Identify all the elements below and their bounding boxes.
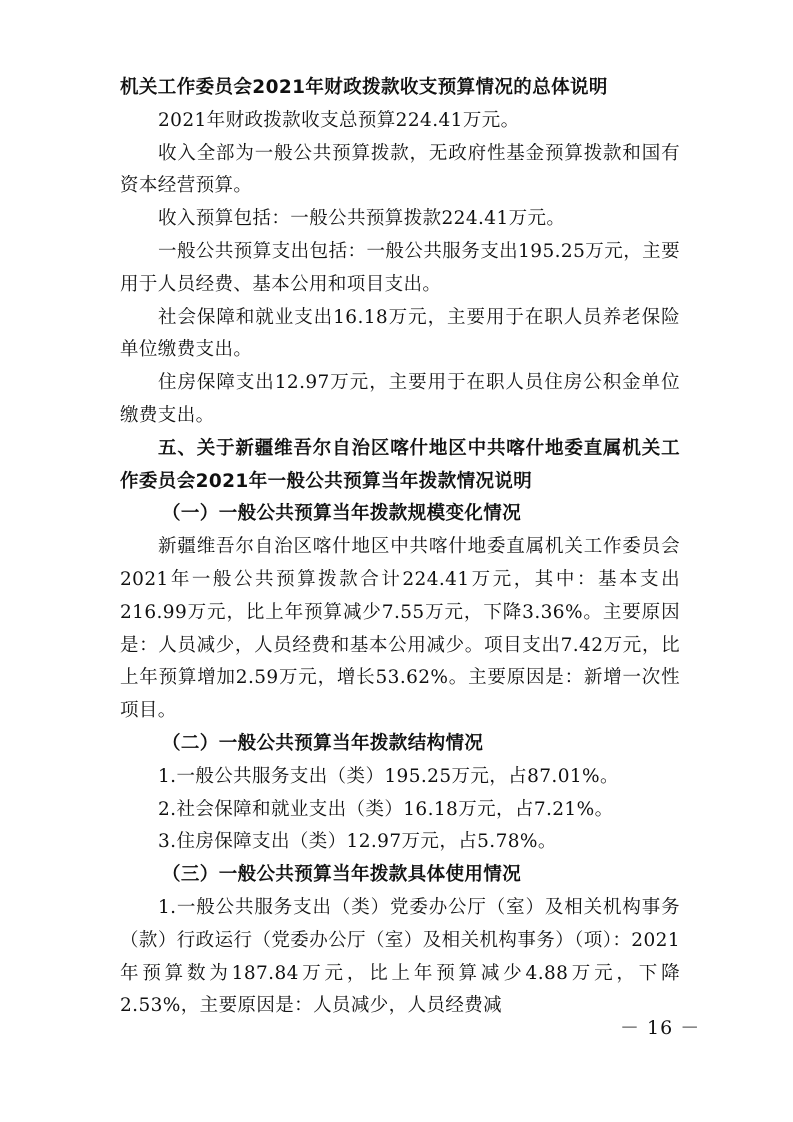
section-heading-continued: 机关工作委员会2021年财政拨款收支预算情况的总体说明 — [120, 77, 608, 98]
document-body — [120, 72, 680, 1023]
subheading-scale-change: （一）一般公共预算当年拨款规模变化情况 — [162, 503, 522, 525]
list-item-general-service: 1.一般公共服务支出（类）195.25万元，占87.01%。 — [158, 765, 619, 787]
paragraph-scale-change: 新疆维吾尔自治区喀什地区中共喀什地委直属机关工作委员会2021年一般公共预算拨款合计224.41万元，其中：基本支出216.99万元，比上年预算减少7.55万元，下降3.36%。主要原因是：人员减少，人员经费和基本公用减少。项目支出7.42万元，比上年预算增加2.59万元，增长53.62%。主要原因是：新增一次性项目。 — [120, 536, 680, 722]
subheading-usage: （三）一般公共预算当年拨款具体使用情况 — [162, 864, 522, 886]
paragraph-social-security: 社会保障和就业支出16.18万元，主要用于在职人员养老保险单位缴费支出。 — [120, 306, 680, 361]
paragraph-income-source: 收入全部为一般公共预算拨款，无政府性基金预算拨款和国有资本经营预算。 — [120, 142, 680, 197]
page-number: － 16 － — [620, 1017, 701, 1039]
section-heading-five: 五、关于新疆维吾尔自治区喀什地区中共喀什地委直属机关工作委员会2021年一般公共预算当年拨款情况说明 — [120, 437, 680, 492]
paragraph-housing: 住房保障支出12.97万元，主要用于在职人员住房公积金单位缴费支出。 — [120, 372, 680, 426]
paragraph-income-budget: 收入预算包括：一般公共预算拨款224.41万元。 — [158, 208, 566, 230]
subheading-structure: （二）一般公共预算当年拨款结构情况 — [162, 732, 484, 754]
paragraph-total-budget: 2021年财政拨款收支总预算224.41万元。 — [158, 109, 520, 131]
list-item-housing: 3.住房保障支出（类）12.97万元，占5.78%。 — [158, 831, 557, 853]
paragraph-usage-detail: 1.一般公共服务支出（类）党委办公厅（室）及相关机构事务（款）行政运行（党委办公厅（室）及相关机构事务）（项）：2021年预算数为187.84万元，比上年预算减少4.88万元，下降2.53%，主要原因是：人员减少，人员经费减 — [120, 896, 680, 1017]
paragraph-general-service: 一般公共预算支出包括：一般公共服务支出195.25万元，主要用于人员经费、基本公用和项目支出。 — [120, 240, 680, 295]
list-item-social-security: 2.社会保障和就业支出（类）16.18万元，占7.21%。 — [158, 798, 614, 820]
